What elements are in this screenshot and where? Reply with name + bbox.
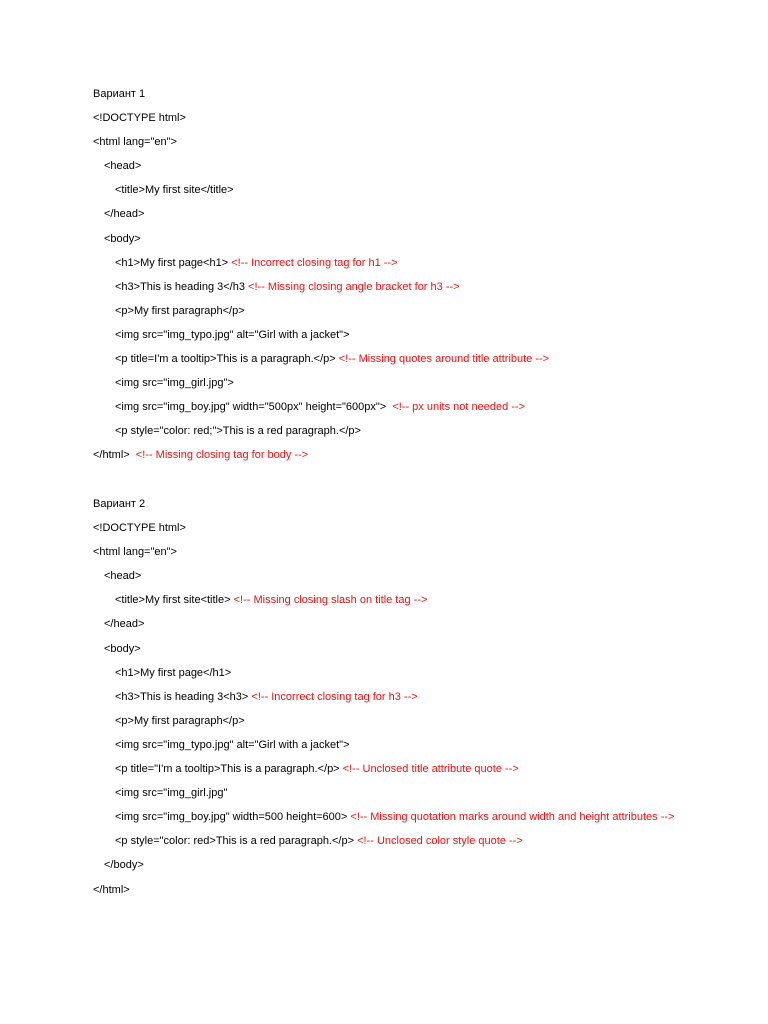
- code-line: [93, 883, 753, 907]
- error-comment: <!-- Missing closing slash on title tag -->: [233, 594, 428, 607]
- error-comment: <!-- px units not needed -->: [389, 401, 526, 414]
- code-line: [93, 183, 753, 207]
- code-line: [93, 376, 753, 400]
- code-text: <p>My first paragraph</p>: [115, 304, 245, 317]
- code-text: <title>My first site<title>: [115, 594, 231, 607]
- code-text: <img src="img_girl.jpg">: [115, 377, 234, 390]
- code-line: [93, 256, 753, 280]
- code-text: <img src="img_typo.jpg" alt="Girl with a jacket">: [115, 738, 350, 751]
- code-text: <body>: [104, 232, 141, 245]
- code-line: [93, 786, 753, 810]
- code-line: [93, 642, 753, 666]
- error-comment: <!-- Missing quotes around title attribute -->: [338, 353, 550, 366]
- code-line: [93, 280, 753, 304]
- code-text: <h1>My first page</h1>: [115, 666, 232, 679]
- code-line: [93, 424, 753, 448]
- error-comment: <!-- Missing closing angle bracket for h3 -->: [248, 280, 460, 293]
- error-comment: <!-- Unclosed color style quote -->: [357, 835, 523, 848]
- code-text: <head>: [104, 570, 142, 583]
- code-text: <p title=I'm a tooltip>This is a paragraph.</p>: [115, 353, 336, 366]
- variant-title: Вариант 2: [93, 498, 146, 510]
- code-line: [93, 545, 753, 569]
- code-text: <title>My first site</title>: [115, 184, 234, 197]
- code-text: <h3>This is heading 3</h3: [115, 280, 245, 293]
- code-line: [93, 858, 753, 882]
- code-text: <p style="color: red>This is a red paragraph.</p>: [115, 835, 355, 848]
- code-text: <img src="img_boy.jpg" width=500 height=600>: [115, 811, 348, 824]
- code-text: <img src="img_typo.jpg" alt="Girl with a jacket">: [115, 328, 350, 341]
- code-line: [93, 304, 753, 328]
- code-text: </head>: [104, 618, 145, 631]
- code-text: <p style="color: red;">This is a red paragraph.</p>: [115, 425, 361, 438]
- code-text: <body>: [104, 642, 141, 655]
- code-text: <head>: [104, 160, 142, 173]
- code-line: [93, 666, 753, 690]
- variant-1-section: [93, 87, 753, 473]
- code-text: </body>: [104, 859, 144, 872]
- variant-2-section: [93, 497, 753, 907]
- code-line: [93, 617, 753, 641]
- code-line: [93, 762, 753, 786]
- code-text: </html>: [93, 449, 130, 462]
- code-text: <p>My first paragraph</p>: [115, 714, 245, 727]
- code-line: [93, 569, 753, 593]
- code-text: <!DOCTYPE html>: [93, 112, 186, 125]
- error-comment: <!-- Missing closing tag for body -->: [132, 449, 309, 462]
- code-text: <!DOCTYPE html>: [93, 522, 186, 535]
- code-line: [93, 810, 753, 834]
- code-text: <img src="img_girl.jpg": [115, 787, 228, 800]
- code-text: <html lang="en">: [93, 136, 177, 149]
- error-comment: <!-- Unclosed title attribute quote -->: [342, 763, 519, 776]
- code-line: [93, 400, 753, 424]
- code-line: [93, 207, 753, 231]
- error-comment: <!-- Missing quotation marks around width and height attributes -->: [350, 811, 675, 824]
- code-text: </head>: [104, 208, 145, 221]
- code-text: <h3>This is heading 3<h3>: [115, 690, 249, 703]
- code-line: [93, 834, 753, 858]
- code-line: [93, 448, 753, 472]
- code-line: [93, 593, 753, 617]
- code-line: [93, 111, 753, 135]
- code-text: </html>: [93, 883, 130, 896]
- code-line: [93, 738, 753, 762]
- code-line: [93, 328, 753, 352]
- code-text: <html lang="en">: [93, 546, 177, 559]
- error-comment: <!-- Incorrect closing tag for h1 -->: [231, 256, 398, 269]
- code-line: [93, 521, 753, 545]
- code-line: [93, 714, 753, 738]
- code-text: <img src="img_boy.jpg" width="500px" height="600px">: [115, 401, 387, 414]
- variant-title: Вариант 1: [93, 88, 146, 100]
- code-line: [93, 135, 753, 159]
- error-comment: <!-- Incorrect closing tag for h3 -->: [251, 690, 418, 703]
- code-line: [93, 690, 753, 714]
- code-line: [93, 352, 753, 376]
- code-line: [93, 232, 753, 256]
- code-text: <p title="I'm a tooltip>This is a paragraph.</p>: [115, 763, 340, 776]
- code-text: <h1>My first page<h1>: [115, 256, 229, 269]
- code-line: [93, 159, 753, 183]
